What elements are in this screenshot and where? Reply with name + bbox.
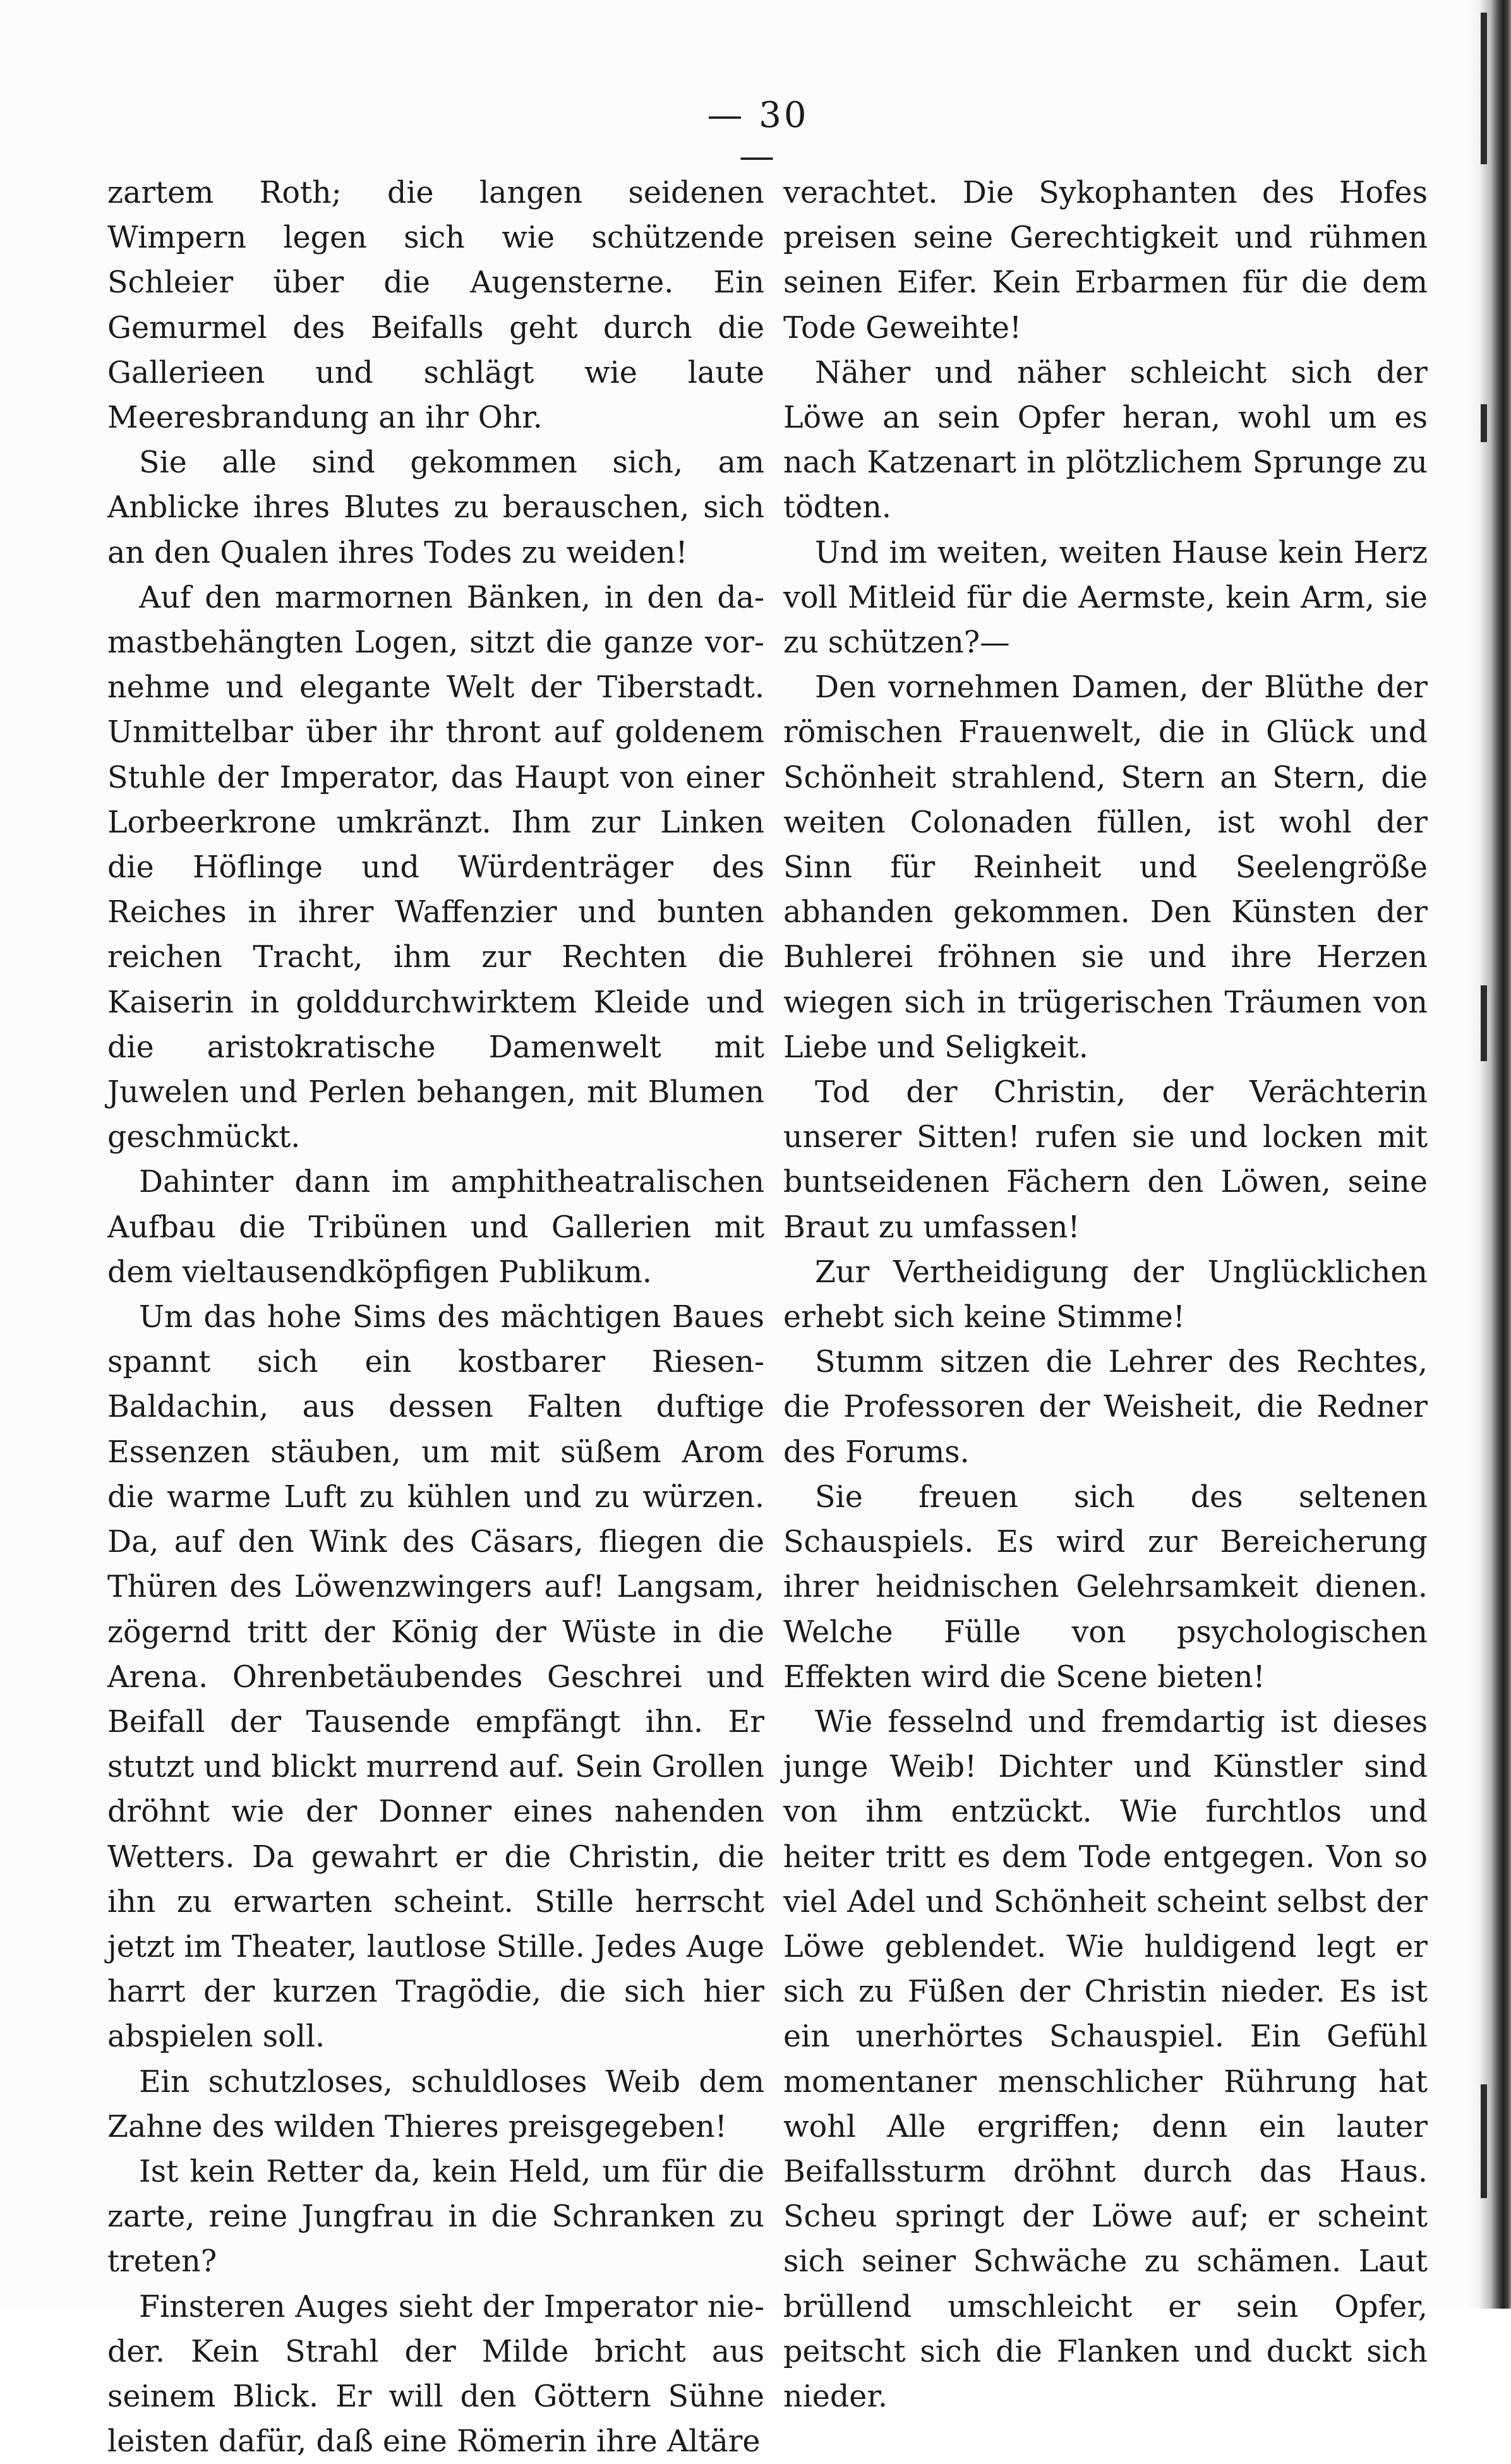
edge-mark: [1481, 13, 1487, 164]
paragraph: Finsteren Auges sieht der Imperator nieder. Kein Strahl der Milde bricht aus seinem Blick. Er will den Göttern Sühne leisten dafür, daß eine Römerin ihre Altäre: [107, 2289, 764, 2460]
paragraph: Näher und näher schleicht sich der Löwe an sein Opfer heran, wohl um es nach Katzenart in plötzlichem Sprunge zu tödten.: [783, 355, 1428, 526]
paragraph: zartem Roth; die langen seidenen Wimpern legen sich wie schützende Schleier über die Augensterne. Ein Gemurmel des Beifalls geht durch die Gallerieen und schlägt wie laute Meeresbrandung an ihr Ohr.: [107, 176, 764, 436]
right-text-column: [783, 171, 1428, 2419]
paragraph: Ist kein Retter da, kein Held, um für die zarte, reine Jungfrau in die Schranken zu treten?: [107, 2154, 764, 2280]
scanned-page-edge: [1466, 0, 1511, 2309]
paragraph: Wie fesselnd und fremdartig ist dieses junge Weib! Dichter und Künstler sind von ihm entzückt. Wie furchtlos und heiter tritt es dem Tode entgegen. Von so viel Adel und Schönheit scheint selbst der Löwe geblendet. Wie huldigend legt er sich zu Füßen der Christin nieder. Es ist ein unerhörtes Schauspiel. Ein Gefühl momentaner menschlicher Rührung hat wohl Alle ergriffen; denn ein lauter Beifallssturm dröhnt durch das Haus. Scheu springt der Löwe auf; er scheint sich seiner Schwäche zu schämen. Laut brüllend umschleicht er sein Opfer, peitscht sich die Flanken und duckt sich nieder.: [783, 1704, 1428, 2414]
paragraph: Auf den marmornen Bänken, in den damastbehängten Logen, sitzt die ganze vornehme und elegante Welt der Tiberstadt. Unmittelbar über ihr thront auf goldenem Stuhle der Imperator, das Haupt von einer Lorbeerkrone umkränzt. Ihm zur Linken die Höflinge und Würdenträger des Reiches in ihrer Waffenzier und bunten reichen Tracht, ihm zur Rechten die Kaiserin in golddurchwirktem Kleide und die aristokratische Damenwelt mit Juwelen und Perlen behangen, mit Blumen geschmückt.: [107, 580, 764, 1155]
edge-mark: [1481, 985, 1487, 1061]
left-text-column: [107, 171, 764, 2464]
paragraph: Und im weiten, weiten Hause kein Herz voll Mitleid für die Aermste, kein Arm, sie zu schützen?—: [783, 535, 1428, 661]
paragraph: Dahinter dann im amphitheatralischen Aufbau die Tribünen und Gallerien mit dem vieltausendköpfigen Publikum.: [107, 1165, 764, 1290]
paragraph: Zur Vertheidigung der Unglücklichen erhebt sich keine Stimme!: [783, 1254, 1428, 1335]
paragraph: Ein schutzloses, schuldloses Weib dem Zahne des wilden Thieres preisgegeben!: [107, 2064, 764, 2144]
paragraph: Stumm sitzen die Lehrer des Rechtes, die Professoren der Weisheit, die Redner des Forums.: [783, 1345, 1428, 1470]
paragraph: Um das hohe Sims des mächtigen Baues spannt sich ein kostbarer Riesen-Baldachin, aus dessen Falten duftige Essenzen stäuben, um mit süßem Arom die warme Luft zu kühlen und zu würzen. Da, auf den Wink des Cäsars, fliegen die Thüren des Löwenzwingers auf! Langsam, zögernd tritt der König der Wüste in die Arena. Ohrenbetäubendes Geschrei und Beifall der Tausende empfängt ihn. Er stutzt und blickt murrend auf. Sein Grollen dröhnt wie der Donner eines nahenden Wetters. Da gewahrt er die Christin, die ihn zu erwarten scheint. Stille herrscht jetzt im Theater, lautlose Stille. Jedes Auge harrt der kurzen Tragödie, die sich hier abspielen soll.: [107, 1300, 764, 2055]
paragraph: Tod der Christin, der Verächterin unserer Sitten! rufen sie und locken mit buntseidenen Fächern den Löwen, seine Braut zu umfassen!: [783, 1075, 1428, 1245]
paragraph: Den vornehmen Damen, der Blüthe der römischen Frauenwelt, die in Glück und Schönheit strahlend, Stern an Stern, die weiten Colonaden füllen, ist wohl der Sinn für Reinheit und Seelengröße abhanden gekommen. Den Künsten der Buhlerei fröhnen sie und ihre Herzen wiegen sich in trügerischen Träumen von Liebe und Seligkeit.: [783, 670, 1428, 1065]
paragraph: verachtet. Die Sykophanten des Hofes preisen seine Gerechtigkeit und rühmen seinen Eifer. Kein Erbarmen für die dem Tode Geweihte!: [783, 176, 1428, 346]
paragraph: Sie alle sind gekommen sich, am Anblicke ihres Blutes zu berauschen, sich an den Qualen ihres Todes zu weiden!: [107, 445, 764, 570]
edge-mark: [1481, 2084, 1487, 2198]
edge-mark: [1481, 404, 1487, 442]
paragraph: Sie freuen sich des seltenen Schauspiels. Es wird zur Bereicherung ihrer heidnischen Gelehrsamkeit dienen. Welche Fülle von psychologischen Effekten wird die Scene bieten!: [783, 1479, 1428, 1695]
page-number: — 30 —: [707, 95, 809, 177]
